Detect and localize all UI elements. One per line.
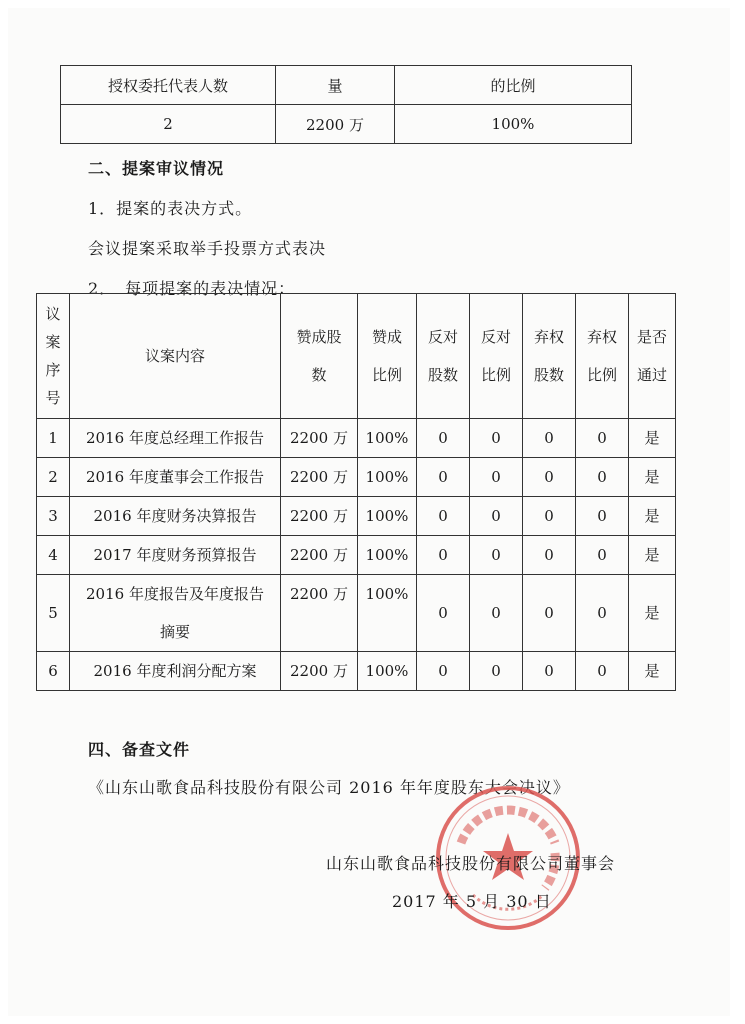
row-oppose-shares: 0 xyxy=(417,419,470,458)
row-oppose-ratio: 0 xyxy=(470,575,523,652)
row-passed: 是 xyxy=(629,652,676,691)
header-content: 议案内容 xyxy=(70,294,281,419)
row-abstain-shares: 0 xyxy=(523,536,576,575)
row-seq: 3 xyxy=(37,497,70,536)
row-approve-shares: 2200 万 xyxy=(281,575,358,652)
header-passed: 是否 通过 xyxy=(629,294,676,419)
table-row xyxy=(37,652,676,691)
header-approve-shares: 赞成股 数 xyxy=(281,294,358,419)
row-content: 2016 年度利润分配方案 xyxy=(70,652,281,691)
row-abstain-shares: 0 xyxy=(523,497,576,536)
row-oppose-ratio: 0 xyxy=(470,458,523,497)
row-approve-shares: 2200 万 xyxy=(281,419,358,458)
row-abstain-shares: 0 xyxy=(523,419,576,458)
header-delegates: 授权委托代表人数 xyxy=(61,66,276,105)
row-oppose-ratio: 0 xyxy=(470,497,523,536)
header-ratio: 的比例 xyxy=(395,66,632,105)
row-approve-shares: 2200 万 xyxy=(281,536,358,575)
cell-quantity: 2200 万 xyxy=(276,105,395,144)
row-approve-shares: 2200 万 xyxy=(281,458,358,497)
signature-org: 山东山歌食品科技股份有限公司董事会 xyxy=(326,854,616,873)
table-row xyxy=(37,458,676,497)
row-oppose-shares: 0 xyxy=(417,536,470,575)
row-oppose-shares: 0 xyxy=(417,575,470,652)
row-abstain-ratio: 0 xyxy=(576,497,629,536)
vote-summary-table xyxy=(60,65,632,144)
signature-date: 2017 年 5 月 30 日 xyxy=(392,892,552,911)
row-content: 2016 年度董事会工作报告 xyxy=(70,458,281,497)
reference-doc: 《山东山歌食品科技股份有限公司 2016 年年度股东大会决议》 xyxy=(88,778,570,797)
row-approve-ratio: 100% xyxy=(358,419,417,458)
row-passed: 是 xyxy=(629,497,676,536)
row-content: 2016 年度报告及年度报告 摘要 xyxy=(70,575,281,652)
row-passed: 是 xyxy=(629,419,676,458)
row-oppose-shares: 0 xyxy=(417,458,470,497)
header-oppose-shares: 反对 股数 xyxy=(417,294,470,419)
cell-ratio: 100% xyxy=(395,105,632,144)
row-approve-ratio: 100% xyxy=(358,536,417,575)
row-approve-ratio: 100% xyxy=(358,497,417,536)
row-content: 2017 年度财务预算报告 xyxy=(70,536,281,575)
row-oppose-ratio: 0 xyxy=(470,536,523,575)
section2-title: 二、提案审议情况 xyxy=(88,159,225,178)
proposal-table xyxy=(36,293,676,691)
row-content: 2016 年度财务决算报告 xyxy=(70,497,281,536)
header-abstain-ratio: 弃权 比例 xyxy=(576,294,629,419)
row-seq: 4 xyxy=(37,536,70,575)
table-row xyxy=(37,419,676,458)
item2: 2． 每项提案的表决情况： xyxy=(88,279,296,298)
row-oppose-shares: 0 xyxy=(417,497,470,536)
header-quantity: 量 xyxy=(276,66,395,105)
row-approve-shares: 2200 万 xyxy=(281,497,358,536)
row-seq: 6 xyxy=(37,652,70,691)
table-row xyxy=(37,575,676,652)
item1-detail: 会议提案采取举手投票方式表决 xyxy=(88,239,327,258)
table-row xyxy=(37,536,676,575)
section4-title: 四、备查文件 xyxy=(88,740,191,759)
row-abstain-shares: 0 xyxy=(523,652,576,691)
row-approve-ratio: 100% xyxy=(358,575,417,652)
row-seq: 2 xyxy=(37,458,70,497)
table-row xyxy=(37,497,676,536)
header-approve-ratio: 赞成 比例 xyxy=(358,294,417,419)
row-abstain-ratio: 0 xyxy=(576,575,629,652)
row-passed: 是 xyxy=(629,536,676,575)
row-abstain-ratio: 0 xyxy=(576,419,629,458)
row-passed: 是 xyxy=(629,575,676,652)
row-oppose-ratio: 0 xyxy=(470,419,523,458)
row-abstain-shares: 0 xyxy=(523,575,576,652)
header-seq: 议 案 序 号 xyxy=(37,294,70,419)
cell-delegates: 2 xyxy=(61,105,276,144)
header-oppose-ratio: 反对 比例 xyxy=(470,294,523,419)
row-content: 2016 年度总经理工作报告 xyxy=(70,419,281,458)
item1: 1．提案的表决方式。 xyxy=(88,199,253,218)
row-passed: 是 xyxy=(629,458,676,497)
row-abstain-ratio: 0 xyxy=(576,536,629,575)
row-approve-ratio: 100% xyxy=(358,458,417,497)
row-abstain-ratio: 0 xyxy=(576,652,629,691)
row-approve-shares: 2200 万 xyxy=(281,652,358,691)
proposal-table-header xyxy=(37,294,676,419)
row-oppose-ratio: 0 xyxy=(470,652,523,691)
row-abstain-ratio: 0 xyxy=(576,458,629,497)
row-abstain-shares: 0 xyxy=(523,458,576,497)
header-abstain-shares: 弃权 股数 xyxy=(523,294,576,419)
document-page xyxy=(8,8,730,1016)
row-oppose-shares: 0 xyxy=(417,652,470,691)
row-approve-ratio: 100% xyxy=(358,652,417,691)
row-seq: 5 xyxy=(37,575,70,652)
row-seq: 1 xyxy=(37,419,70,458)
